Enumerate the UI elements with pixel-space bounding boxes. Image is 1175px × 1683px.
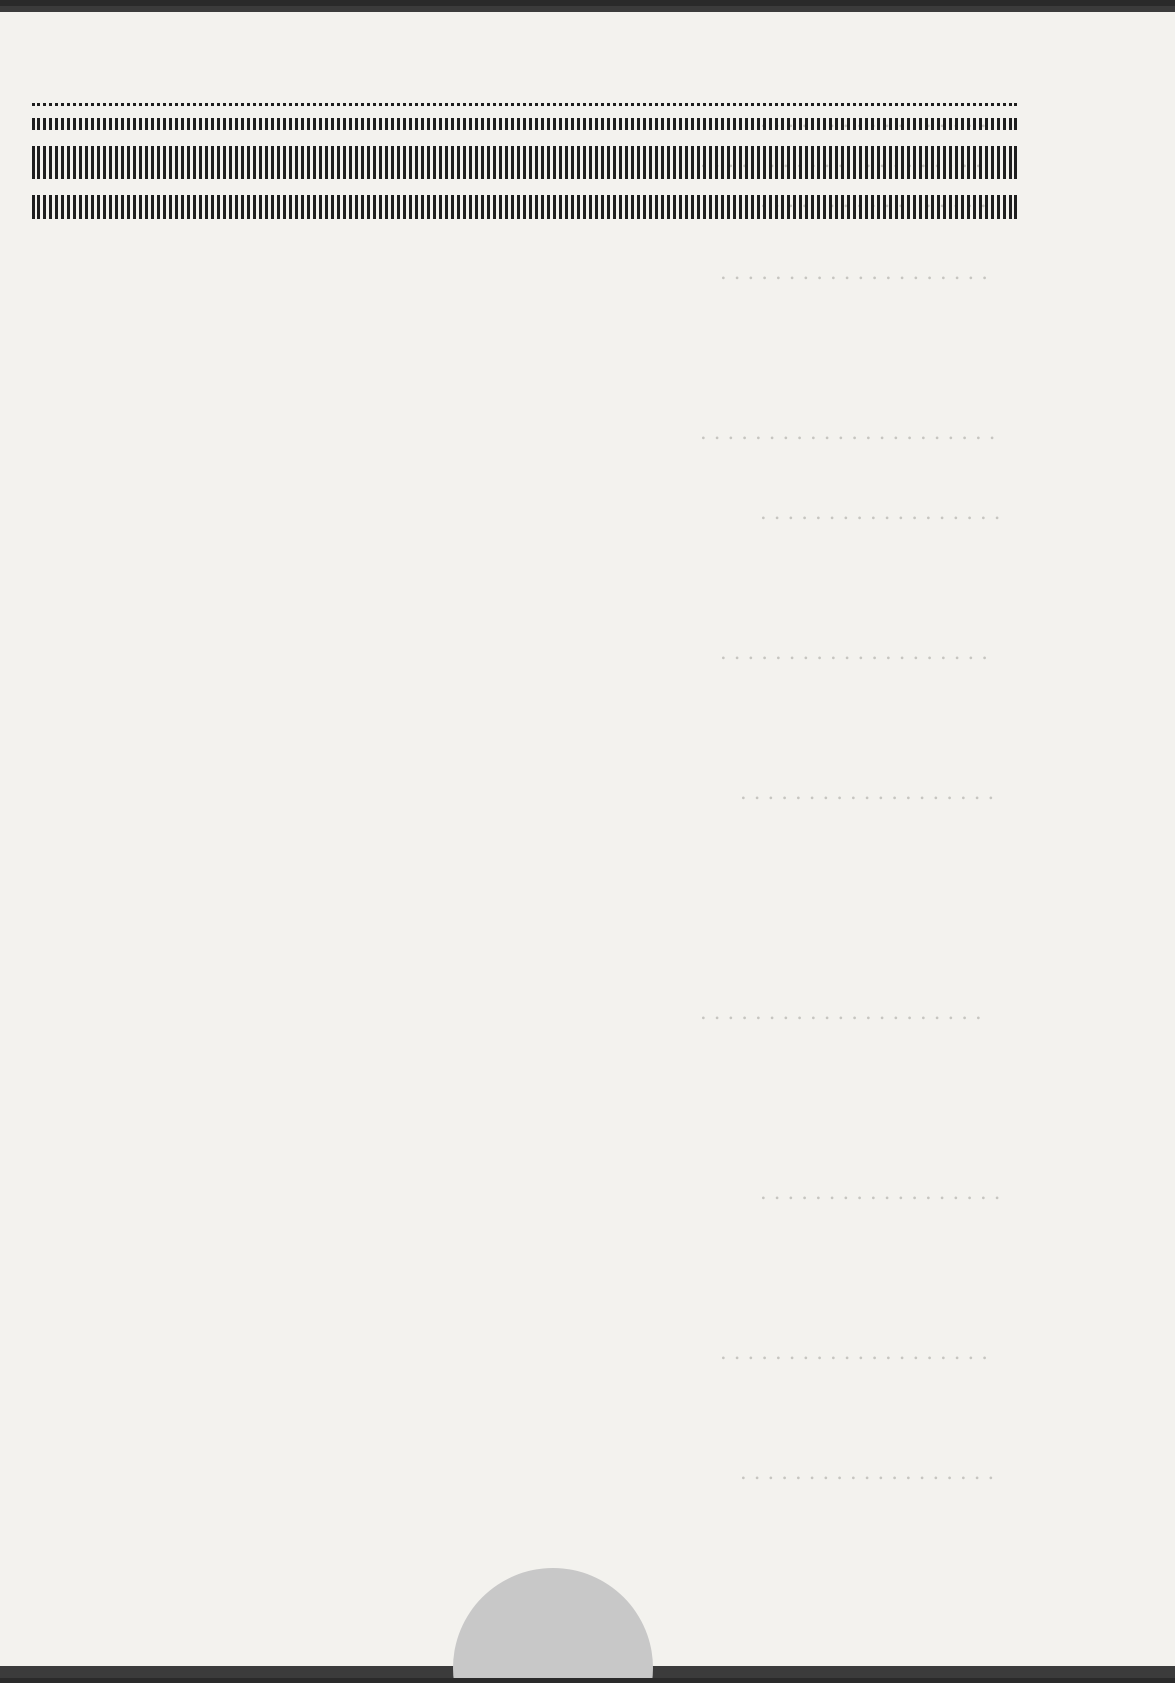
bleed-through-background: . . . . . . . . . . . . . . . . . . . . . . . . . . . . . . . . . . . . . . . . . . . . . . . . . . . . . . . . . . . . . . . . . . . . . . . . . . . . . . . . . . . . . . . . . . . . . . . . . . . . . . . . . . . . . . . . . . . . . . . . . . . . . . . . . . . . . . . . . . . . . . . . . . . . . . . . . . . . . . . . . . . . . . . . . . . . . . . . . . . . . . . . . . . . . . . . . . . . . . . . . . . . . . . . . . . . . . . . . . . . . . . . . . . . . . . . [700,108,1001,1484]
dot-leader [32,216,1017,219]
dot-leader [32,103,1017,106]
dot-leader [32,127,1017,130]
table-of-contents [24,96,1069,224]
toc-entry-subtitle [24,221,1069,224]
dot-leader [32,176,1017,179]
top-scalloped-border [0,0,1175,64]
bottom-scalloped-border [0,1556,1175,1683]
